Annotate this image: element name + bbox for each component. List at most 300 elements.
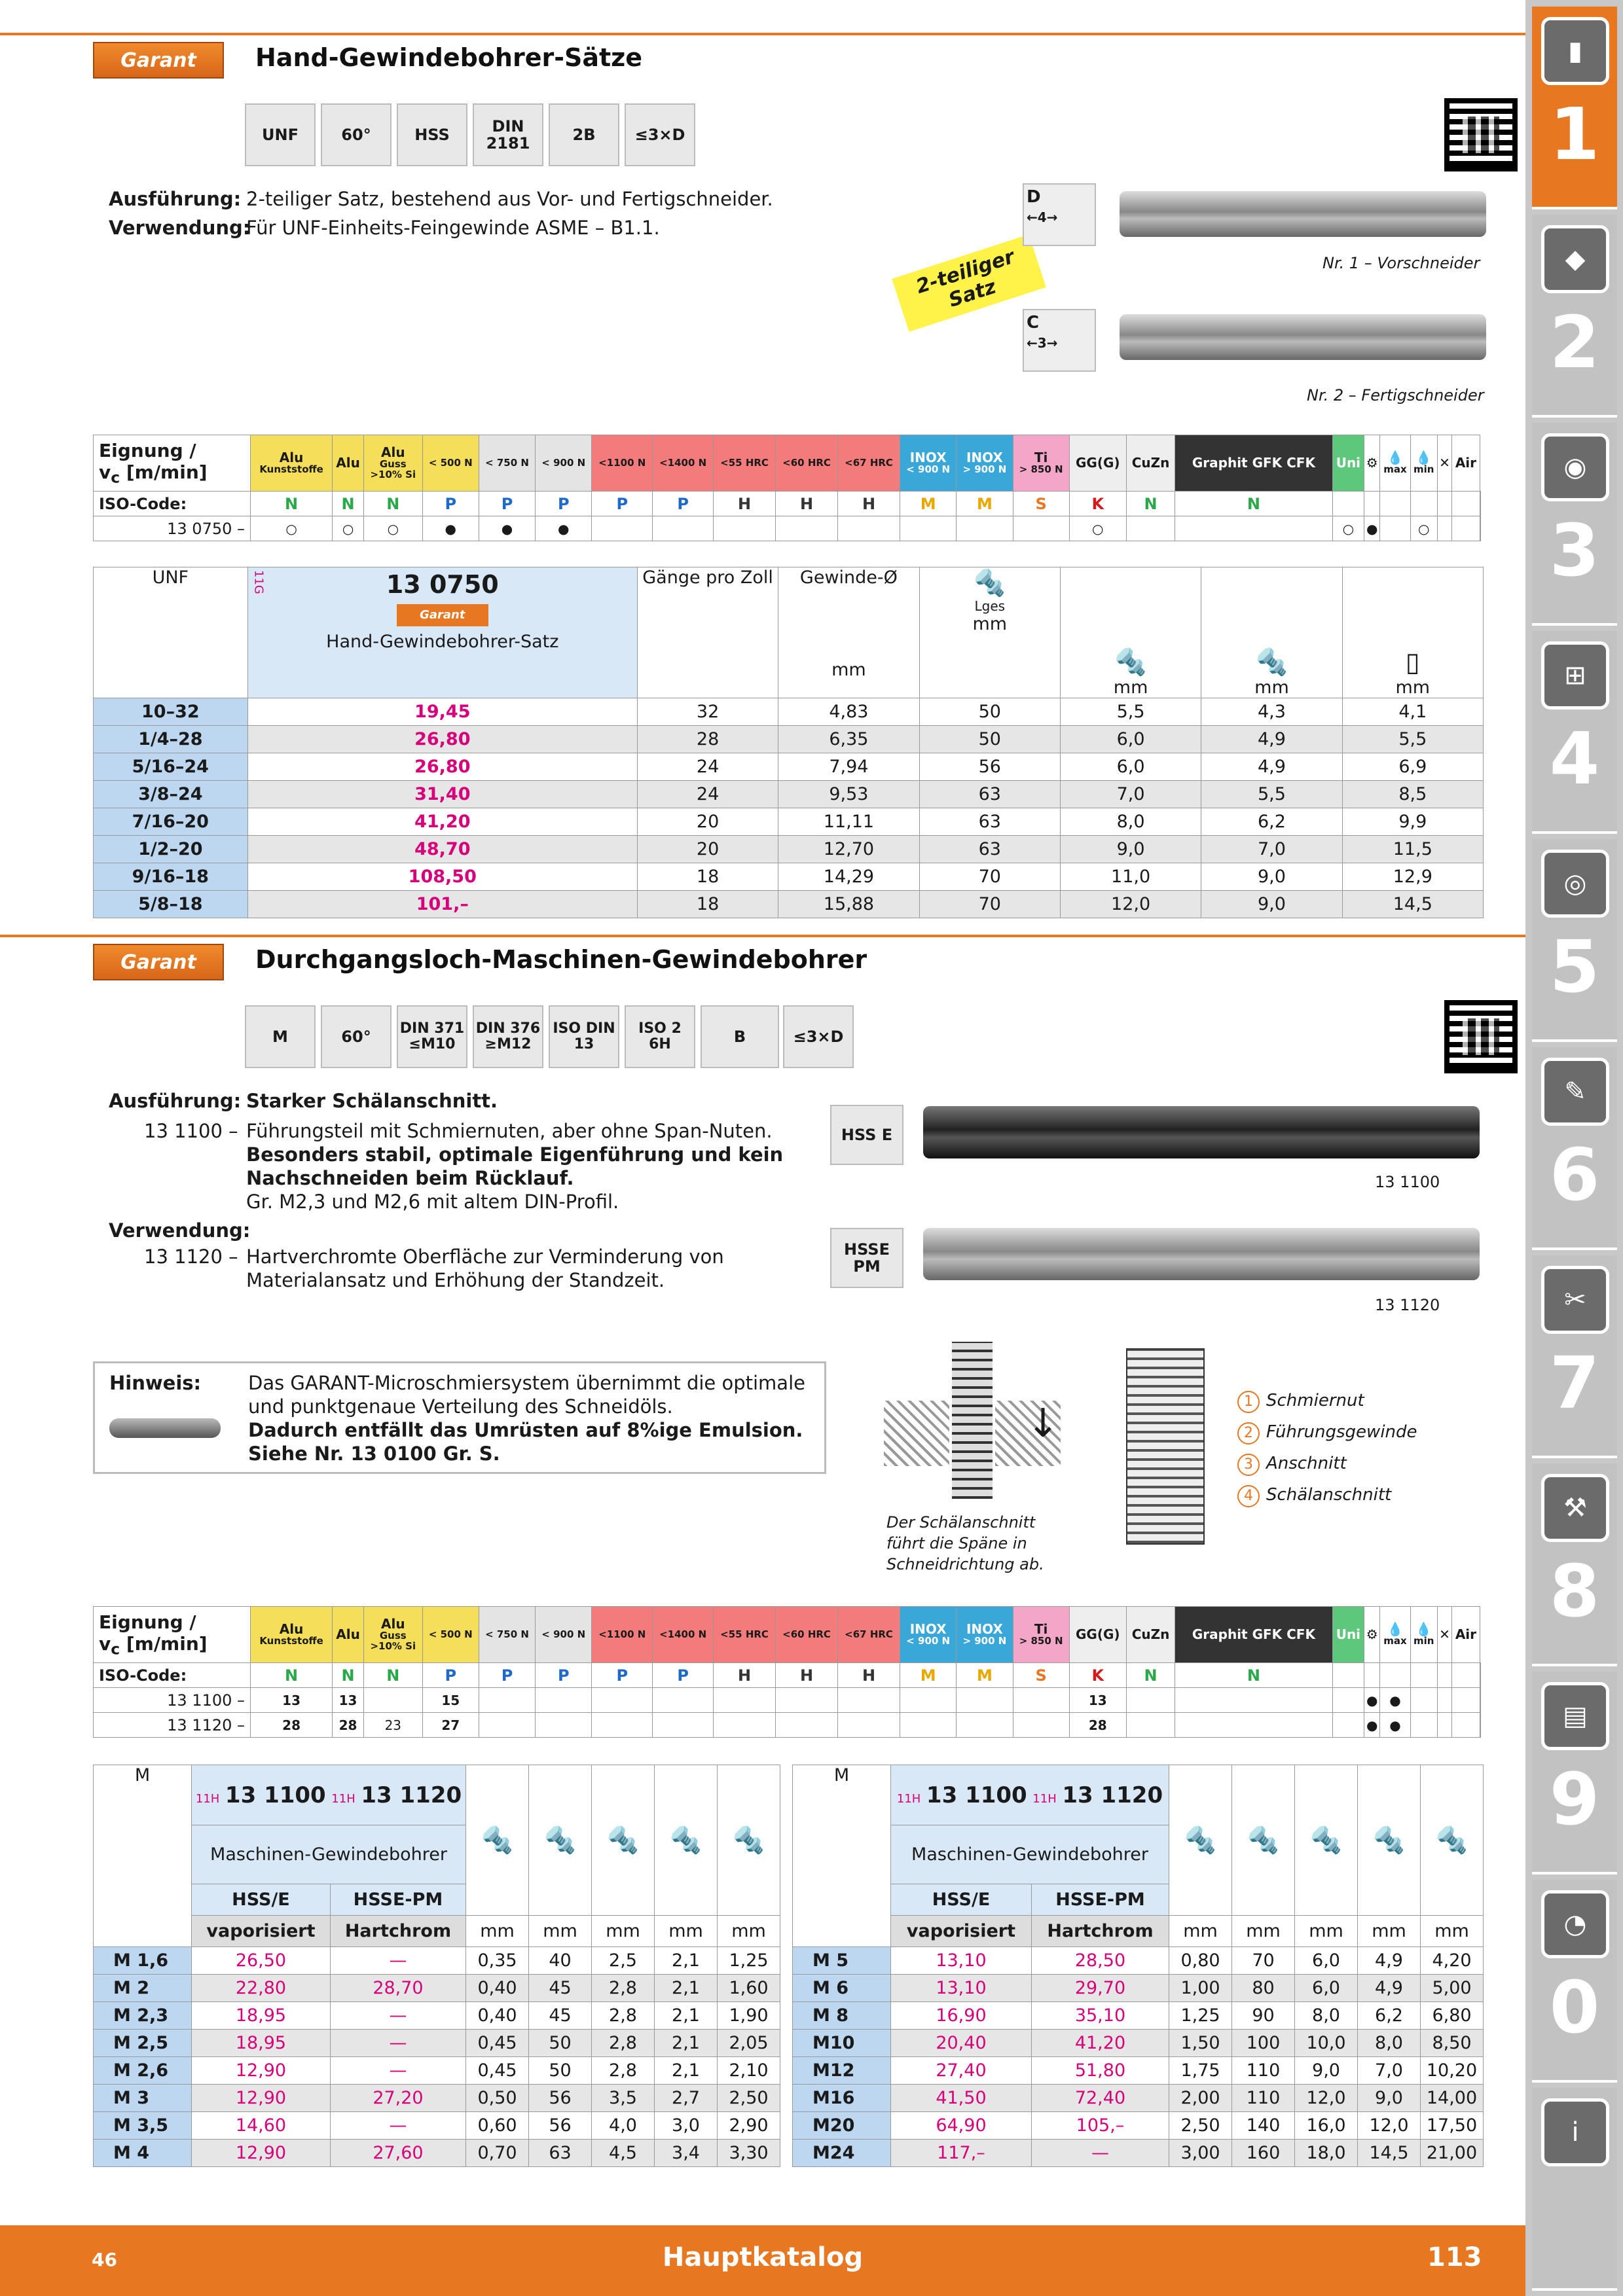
value-cell: 2,1 [655, 1947, 718, 1975]
iso-code-cell: P [536, 1663, 592, 1688]
suitability-mark: ● [536, 516, 592, 541]
mat-ti: Ti > 850 N [1013, 435, 1069, 492]
iso-code-cell: H [714, 492, 776, 516]
ausfuehrung-text: 2-teiliger Satz, bestehend aus Vor- und Fertigschneider. [246, 188, 773, 210]
eignung-label: Eignung / $v_c$ [m/min] [94, 435, 251, 492]
material-header: HSSE-PM [330, 1884, 465, 1916]
mat-hard-55: <55 HRC [714, 1607, 776, 1663]
value-cell: 6,35 [778, 726, 919, 753]
value-cell: 56 [529, 2085, 592, 2112]
chip-flow-diagram: ↓ [884, 1335, 1080, 1505]
cutting-speed-cell: 28 [251, 1713, 333, 1738]
ausfuehrung-label: Ausführung: [109, 1090, 242, 1112]
table-row[interactable] [94, 2112, 780, 2140]
value-cell: 6,9 [1342, 753, 1483, 781]
iso-code-cell: K [1069, 1663, 1126, 1688]
unit-cell: mm [1232, 1916, 1295, 1947]
caption-13-1120: 13 1120 [1375, 1296, 1440, 1314]
value-cell: 2,05 [718, 2030, 780, 2057]
value-cell: 0,80 [1169, 1947, 1232, 1975]
chamfer-b-badge: B [701, 1005, 779, 1068]
table-row[interactable] [793, 1975, 1484, 2002]
price-cell: 27,60 [330, 2140, 465, 2167]
iso-code-cell: H [776, 1663, 838, 1688]
value-cell: 32 [637, 698, 778, 726]
value-cell: 18,0 [1295, 2140, 1358, 2167]
value-cell: 1,00 [1169, 1975, 1232, 2002]
coolant-none-icon: ✕ [1437, 1607, 1452, 1663]
price-cell: 41,20 [1031, 2030, 1169, 2057]
suitability-mark [714, 516, 776, 541]
article-header: 11H 13 1100 11H 13 1120 [891, 1765, 1169, 1825]
size-cell: 10–32 [94, 698, 248, 726]
value-cell: 2,1 [655, 2002, 718, 2030]
value-cell: 70 [919, 863, 1060, 891]
tolerance-2b-badge: 2B [549, 103, 619, 166]
mat-alu-guss: Alu Guss >10% Si [363, 1607, 422, 1663]
iso-code-label: ISO-Code: [94, 1663, 251, 1688]
article-row-label: 13 1120 – [94, 1713, 251, 1738]
hint-line2: und punktgenaue Verteilung des Schneidöls. [248, 1395, 673, 1418]
value-cell: 2,5 [592, 1947, 655, 1975]
cutting-speed-cell [714, 1713, 776, 1738]
value-cell: 8,0 [1060, 808, 1201, 836]
iso-2-6h-badge: ISO 2 6H [625, 1005, 695, 1068]
table-row[interactable] [94, 2140, 780, 2167]
table-row[interactable] [94, 781, 1484, 808]
price-cell: 26,50 [192, 1947, 331, 1975]
value-cell: 5,5 [1342, 726, 1483, 753]
value-cell: 63 [919, 836, 1060, 863]
metric-table-left [93, 1765, 780, 2167]
cutting-speed-cell: 23 [363, 1713, 422, 1738]
cutting-speed-cell [714, 1688, 776, 1713]
cutting-speed-cell [1332, 1713, 1364, 1738]
din-371-badge: DIN 371 ≤M10 [397, 1005, 467, 1068]
din-376-badge: DIN 376 ≥M12 [473, 1005, 543, 1068]
table-row[interactable] [793, 2140, 1484, 2167]
cutting-speed-cell: ● [1364, 1688, 1380, 1713]
chapter-tab-6[interactable] [1532, 1047, 1617, 1250]
size-cell: M 6 [793, 1975, 891, 2002]
cutting-speed-cell [536, 1713, 592, 1738]
coolant-max-icon: 💧 max [1380, 435, 1410, 492]
chapter-icon: ◆ [1541, 225, 1609, 293]
table-row[interactable] [94, 753, 1484, 781]
chip-flow-caption: Der Schälanschnitt führt die Späne in Schneidrichtung ab. [886, 1513, 1044, 1573]
qr-code-icon[interactable] [1444, 1000, 1518, 1073]
mat-ti: Ti > 850 N [1013, 1607, 1069, 1663]
table-row[interactable] [94, 2002, 780, 2030]
iso-code-cell: P [422, 492, 479, 516]
table-row[interactable] [793, 2057, 1484, 2085]
col-m-header: M [793, 1765, 891, 1947]
table-row[interactable] [94, 808, 1484, 836]
value-cell: 80 [1232, 1975, 1295, 2002]
value-cell: 110 [1232, 2085, 1295, 2112]
hint-box [93, 1361, 826, 1474]
suitability-mark [1175, 516, 1332, 541]
tap-vorschneider-image [1120, 191, 1486, 237]
verwendung-label: Verwendung: [109, 1219, 251, 1242]
price-cell: 27,40 [891, 2057, 1032, 2085]
qr-code-icon[interactable] [1444, 98, 1518, 171]
value-cell: 4,9 [1201, 726, 1342, 753]
value-cell: 1,90 [718, 2002, 780, 2030]
shank-header: 🔩 [592, 1765, 655, 1916]
value-cell: 0,45 [466, 2057, 529, 2085]
value-cell: 6,80 [1421, 2002, 1484, 2030]
table-row[interactable] [94, 2030, 780, 2057]
chapter-tab-4[interactable] [1532, 631, 1617, 834]
price-cell: 51,80 [1031, 2057, 1169, 2085]
square-header: 🔩 mm [1201, 567, 1342, 698]
chapter-tab-i[interactable] [1532, 2088, 1617, 2291]
value-cell: 18 [637, 891, 778, 918]
iso-code-cell: P [592, 1663, 653, 1688]
price-cell: 26,80 [247, 753, 637, 781]
value-cell: 18 [637, 863, 778, 891]
page-number-left: 46 [92, 2249, 117, 2270]
page-footer [0, 2225, 1525, 2296]
value-cell: 6,0 [1295, 1975, 1358, 2002]
suitability-mark [776, 516, 838, 541]
lges-header: 🔩 Lges mm [919, 567, 1060, 698]
value-cell: 1,60 [718, 1975, 780, 2002]
iso-code-cell [1380, 492, 1410, 516]
mat-inox-900: INOX < 900 N [900, 435, 957, 492]
price-cell: — [330, 2112, 465, 2140]
value-cell: 4,0 [592, 2112, 655, 2140]
table-row[interactable] [793, 2112, 1484, 2140]
table-row[interactable] [94, 2085, 780, 2112]
iso-code-cell: M [957, 1663, 1013, 1688]
cutting-speed-cell [1175, 1713, 1332, 1738]
price-cell: 64,90 [891, 2112, 1032, 2140]
shank-d-header: 🔩 mm [1060, 567, 1201, 698]
value-cell: 50 [919, 698, 1060, 726]
value-cell: 0,35 [466, 1947, 529, 1975]
value-cell: 70 [1232, 1947, 1295, 1975]
suitability-mark: ○ [1410, 516, 1437, 541]
section-divider [0, 33, 1525, 35]
iso-code-cell [1364, 492, 1380, 516]
chapter-tab-0[interactable] [1532, 1880, 1617, 2083]
col-unf-header: UNF [94, 567, 248, 698]
suitability-mark [1126, 516, 1175, 541]
mat-hard-55: <55 HRC [714, 435, 776, 492]
coolant-none-icon: ✕ [1437, 435, 1452, 492]
product-name: Maschinen-Gewindebohrer [192, 1825, 466, 1884]
cutting-speed-cell: ● [1380, 1688, 1410, 1713]
angle-60-badge: 60° [321, 1005, 392, 1068]
price-cell: 72,40 [1031, 2085, 1169, 2112]
cutting-speed-cell [363, 1688, 422, 1713]
coolant-min-icon: 💧 min [1410, 1607, 1437, 1663]
value-cell: 0,50 [466, 2085, 529, 2112]
drill-header: ▯ mm [1342, 567, 1483, 698]
cutting-speed-cell: 28 [333, 1713, 364, 1738]
value-cell: 5,5 [1201, 781, 1342, 808]
value-cell: 24 [637, 781, 778, 808]
square-header: 🔩 [655, 1765, 718, 1916]
value-cell: 8,50 [1421, 2030, 1484, 2057]
iso-code-cell: P [536, 492, 592, 516]
cutting-speed-cell [1437, 1688, 1452, 1713]
eignung-label: Eignung / $v_c$ [m/min] [94, 1607, 251, 1663]
table-row[interactable] [793, 2030, 1484, 2057]
cutting-speed-cell [592, 1688, 653, 1713]
value-cell: 4,83 [778, 698, 919, 726]
suitability-mark: ○ [251, 516, 333, 541]
chapter-icon: ⚒ [1541, 1474, 1609, 1542]
table-row[interactable] [94, 726, 1484, 753]
value-cell: 90 [1232, 2002, 1295, 2030]
iso-code-cell [1364, 1663, 1380, 1688]
iso-code-cell: N [1126, 1663, 1175, 1688]
mat-gg: GG(G) [1069, 435, 1126, 492]
size-cell: 5/16–24 [94, 753, 248, 781]
value-cell: 15,88 [778, 891, 919, 918]
size-cell: 3/8–24 [94, 781, 248, 808]
chapter-tab-9[interactable] [1532, 1672, 1617, 1874]
chapter-number: 2 [1549, 300, 1600, 384]
product-header: 11G 13 0750 Garant Hand-Gewindebohrer-Satz [247, 567, 637, 698]
chapter-tab-5[interactable] [1532, 839, 1617, 1042]
chapter-icon: ⊞ [1541, 641, 1609, 709]
chapter-tab-8[interactable] [1532, 1463, 1617, 1666]
mat-steel-900: < 900 N [536, 1607, 592, 1663]
mat-steel-900: < 900 N [536, 435, 592, 492]
mat-hard-60: <60 HRC [776, 1607, 838, 1663]
coolant-air: Air [1452, 1607, 1480, 1663]
mat-steel-500: < 500 N [422, 1607, 479, 1663]
iso-code-cell: N [333, 1663, 364, 1688]
iso-code-cell [1410, 1663, 1437, 1688]
angle-60-badge: 60° [321, 103, 392, 166]
price-cell: 101,– [247, 891, 637, 918]
price-cell: 12,90 [192, 2140, 331, 2167]
value-cell: 11,11 [778, 808, 919, 836]
value-cell: 9,0 [1060, 836, 1201, 863]
value-cell: 6,2 [1201, 808, 1342, 836]
price-cell: 12,90 [192, 2057, 331, 2085]
value-cell: 4,9 [1201, 753, 1342, 781]
value-cell: 24 [637, 753, 778, 781]
value-cell: 160 [1232, 2140, 1295, 2167]
col-m-header: M [94, 1765, 192, 1947]
cutting-speed-cell [1332, 1688, 1364, 1713]
table-row[interactable] [94, 863, 1484, 891]
table-row[interactable] [94, 698, 1484, 726]
metric-thread-badge: M [245, 1005, 316, 1068]
chapter-icon: ▤ [1541, 1682, 1609, 1750]
a1-line1: Führungsteil mit Schmiernuten, aber ohne Span-Nuten. [246, 1120, 773, 1142]
value-cell: 70 [919, 891, 1060, 918]
size-cell: M 8 [793, 2002, 891, 2030]
price-cell: 22,80 [192, 1975, 331, 2002]
square-header: 🔩 [1358, 1765, 1421, 1916]
mat-graphit: Graphit GFK CFK [1175, 435, 1332, 492]
iso-code-cell: P [653, 492, 714, 516]
hsse-pm-badge: HSSE PM [830, 1228, 903, 1288]
suitability-mark: ○ [1069, 516, 1126, 541]
chapter-number: 0 [1549, 1965, 1600, 2049]
value-cell: 1,75 [1169, 2057, 1232, 2085]
price-cell: — [330, 2057, 465, 2085]
size-cell: M 4 [94, 2140, 192, 2167]
value-cell: 11,0 [1060, 863, 1201, 891]
value-cell: 21,00 [1421, 2140, 1484, 2167]
price-cell: 13,10 [891, 1947, 1032, 1975]
size-cell: M12 [793, 2057, 891, 2085]
suitability-mark: ○ [1332, 516, 1364, 541]
value-cell: 0,40 [466, 2002, 529, 2030]
cutting-speed-cell [1175, 1688, 1332, 1713]
garant-logo: Garant [93, 944, 224, 980]
mat-alu: Alu [333, 1607, 364, 1663]
iso-code-cell [1452, 492, 1480, 516]
mat-steel-1400: <1400 N [653, 1607, 714, 1663]
mat-uni: Uni [1332, 1607, 1364, 1663]
value-cell: 50 [529, 2057, 592, 2085]
value-cell: 9,9 [1342, 808, 1483, 836]
chapter-tab-2[interactable] [1532, 215, 1617, 418]
table-row[interactable] [793, 2085, 1484, 2112]
iso-code-cell: S [1013, 492, 1069, 516]
chapter-number: 5 [1549, 925, 1600, 1009]
legend-schaelanschnitt: 4 Schälanschnitt [1237, 1479, 1417, 1511]
mat-steel-750: < 750 N [479, 435, 535, 492]
value-cell: 0,70 [466, 2140, 529, 2167]
mat-cuzn: CuZn [1126, 435, 1175, 492]
value-cell: 2,7 [655, 2085, 718, 2112]
suitability-mark: ● [422, 516, 479, 541]
table-row[interactable] [94, 891, 1484, 918]
chapter-icon: ✎ [1541, 1058, 1609, 1126]
price-cell: 20,40 [891, 2030, 1032, 2057]
value-cell: 1,25 [718, 1947, 780, 1975]
two-piece-sticker: 2-teiliger Satz [892, 234, 1046, 332]
iso-code-cell: N [333, 492, 364, 516]
size-cell: 1/2–20 [94, 836, 248, 863]
mat-steel-1100: <1100 N [592, 435, 653, 492]
iso-code-cell [1437, 1663, 1452, 1688]
chapter-number: 7 [1549, 1341, 1600, 1425]
hint-line4: Siehe Nr. 13 0100 Gr. S. [248, 1443, 500, 1465]
value-cell: 14,00 [1421, 2085, 1484, 2112]
value-cell: 10,20 [1421, 2057, 1484, 2085]
table-row[interactable] [94, 1975, 780, 2002]
value-cell: 9,0 [1201, 863, 1342, 891]
iso-code-cell [1452, 1663, 1480, 1688]
value-cell: 12,9 [1342, 863, 1483, 891]
ausfuehrung-text: Starker Schälanschnitt. [246, 1090, 498, 1112]
cutting-speed-cell: ● [1380, 1713, 1410, 1738]
coolant-dry-icon: ⚙ [1364, 435, 1380, 492]
chapter-icon: ◉ [1541, 433, 1609, 501]
value-cell: 0,60 [466, 2112, 529, 2140]
value-cell: 56 [919, 753, 1060, 781]
cutting-speed-cell [1126, 1713, 1175, 1738]
hss-e-badge: HSS E [830, 1105, 903, 1165]
cutting-speed-cell: 13 [333, 1688, 364, 1713]
chamfer-header: 🔩 [1169, 1765, 1232, 1916]
size-cell: M 1,6 [94, 1947, 192, 1975]
iso-code-cell [1332, 492, 1364, 516]
cutting-speed-cell [1437, 1713, 1452, 1738]
iso-code-cell: P [422, 1663, 479, 1688]
chapter-tab-7[interactable] [1532, 1255, 1617, 1458]
iso-code-cell: P [479, 1663, 535, 1688]
mat-inox-900: INOX < 900 N [900, 1607, 957, 1663]
table-row[interactable] [94, 1947, 780, 1975]
size-cell: M16 [793, 2085, 891, 2112]
product-name: Maschinen-Gewindebohrer [891, 1825, 1169, 1884]
section-title: Durchgangsloch-Maschinen-Gewindebohrer [255, 945, 867, 974]
iso-code-cell: N [363, 492, 422, 516]
legend-anschnitt: 3 Anschnitt [1237, 1448, 1417, 1479]
price-cell: 14,60 [192, 2112, 331, 2140]
lges-header: 🔩 [529, 1765, 592, 1916]
cutting-speed-cell [479, 1713, 535, 1738]
value-cell: 2,8 [592, 2057, 655, 2085]
value-cell: 63 [529, 2140, 592, 2167]
value-cell: 7,94 [778, 753, 919, 781]
iso-code-cell: H [838, 1663, 900, 1688]
table-row[interactable] [94, 836, 1484, 863]
value-cell: 3,00 [1169, 2140, 1232, 2167]
value-cell: 20 [637, 808, 778, 836]
value-cell: 2,1 [655, 2057, 718, 2085]
value-cell: 11,5 [1342, 836, 1483, 863]
cutting-speed-cell [776, 1713, 838, 1738]
hint-label: Hinweis: [109, 1372, 202, 1394]
suitability-mark: ● [1364, 516, 1380, 541]
table-row[interactable] [94, 2057, 780, 2085]
chapter-tab-1[interactable] [1532, 7, 1617, 209]
hint-line3: Dadurch entfällt das Umrüsten auf 8%ige Emulsion. [248, 1419, 803, 1441]
iso-code-cell: N [251, 1663, 333, 1688]
size-cell: M 2 [94, 1975, 192, 2002]
cutting-speed-cell: 13 [251, 1688, 333, 1713]
cutting-speed-cell [592, 1713, 653, 1738]
cutting-speed-cell [1452, 1713, 1480, 1738]
value-cell: 3,30 [718, 2140, 780, 2167]
cutting-speed-cell [653, 1713, 714, 1738]
chapter-tab-3[interactable] [1532, 423, 1617, 626]
caption-vorschneider: Nr. 1 – Vorschneider [1322, 254, 1480, 272]
value-cell: 9,0 [1295, 2057, 1358, 2085]
table-row[interactable] [793, 1947, 1484, 1975]
table-row[interactable] [793, 2002, 1484, 2030]
a1-line4: Gr. M2,3 und M2,6 mit altem DIN-Profil. [246, 1191, 619, 1213]
depth-3xd-badge: ≤3×D [783, 1005, 854, 1068]
cutting-speed-cell [1013, 1688, 1069, 1713]
suitability-mark [838, 516, 900, 541]
chapter-icon: i [1541, 2098, 1609, 2166]
mat-alu-kunststoffe: Alu Kunststoffe [251, 1607, 333, 1663]
value-cell: 14,5 [1342, 891, 1483, 918]
chamfer-header: 🔩 [466, 1765, 529, 1916]
cutting-speed-cell [957, 1688, 1013, 1713]
value-cell: 17,50 [1421, 2112, 1484, 2140]
garant-logo: Garant [93, 42, 224, 79]
section-divider [0, 935, 1525, 937]
coolant-max-icon: 💧 max [1380, 1607, 1410, 1663]
value-cell: 8,0 [1358, 2030, 1421, 2057]
suitability-mark: ● [479, 516, 535, 541]
